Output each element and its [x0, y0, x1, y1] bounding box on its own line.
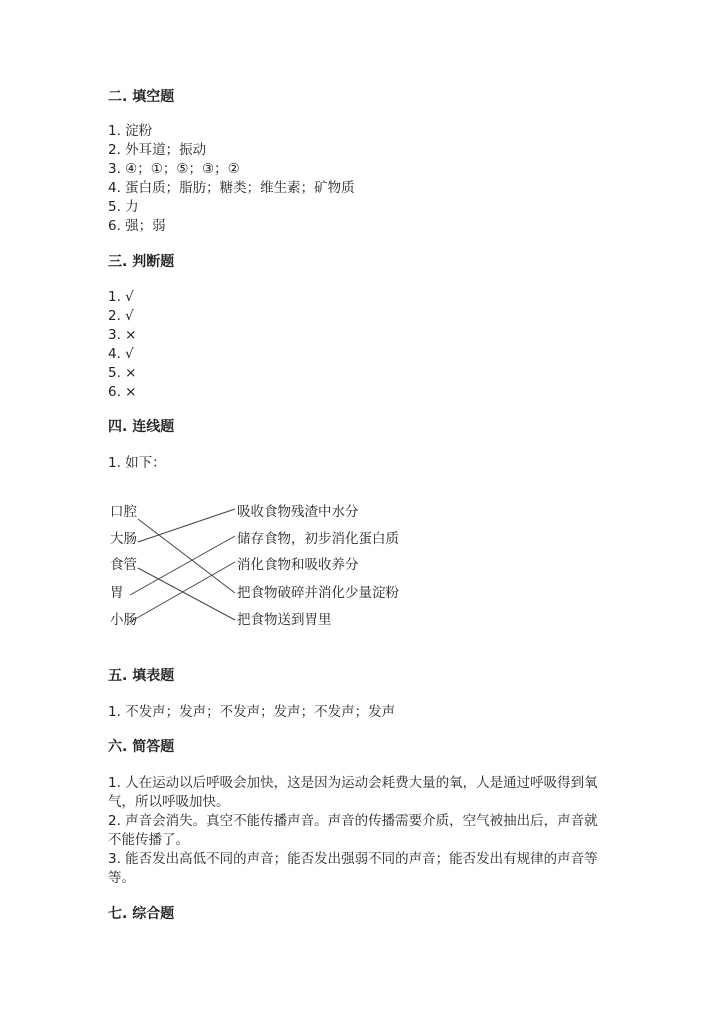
section-title-judge: 三. 判断题 — [108, 254, 175, 270]
function-label: 储存食物，初步消化蛋白质 — [237, 531, 399, 547]
matching-line — [130, 536, 235, 595]
function-label: 把食物送到胃里 — [237, 612, 332, 628]
section-title-comprehensive: 七. 综合题 — [108, 906, 175, 922]
organ-label: 食管 — [110, 557, 137, 573]
answer-item: 2. 外耳道；振动 — [108, 142, 207, 158]
section-title-table-fill: 五. 填表题 — [108, 668, 175, 684]
section-title-fill-blank: 二. 填空题 — [108, 89, 175, 105]
organ-label: 小肠 — [110, 612, 137, 628]
answer-item: 1. 淀粉 — [108, 123, 153, 139]
answer-item: 4. 蛋白质；脂肪；糖类；维生素；矿物质 — [108, 180, 355, 196]
function-label: 消化食物和吸收养分 — [237, 557, 359, 573]
answer-item: 1. 不发声；发声；不发声；发声；不发声；发声 — [108, 704, 396, 720]
function-label: 吸收食物残渣中水分 — [237, 504, 359, 520]
organ-label: 口腔 — [110, 504, 137, 520]
matching-line — [130, 562, 235, 622]
answer-paragraph: 3. 能否发出高低不同的声音；能否发出强弱不同的声音；能否发出有规律的声音等等。 — [108, 851, 598, 886]
answer-item: 3. × — [108, 327, 137, 343]
section-title-matching: 四. 连线题 — [108, 419, 175, 435]
answer-item: 1. √ — [108, 289, 134, 305]
answer-item: 5. 力 — [108, 199, 139, 215]
answer-paragraph: 1. 人在运动以后呼吸会加快，这是因为运动会耗费大量的氧，人是通过呼吸得到氧气，所以呼吸加快。 — [108, 775, 598, 810]
organ-label: 大肠 — [110, 531, 137, 547]
answer-paragraph: 2. 声音会消失。真空不能传播声音。声音的传播需要介质，空气被抽出后，声音就不能传播了。 — [108, 813, 598, 848]
answer-item: 3. ④；①；⑤；③；② — [108, 161, 240, 177]
section-title-short-answer: 六. 简答题 — [108, 739, 175, 755]
matching-line — [138, 509, 235, 542]
answer-item: 4. √ — [108, 346, 134, 362]
answer-item: 5. × — [108, 365, 137, 381]
function-label: 把食物破碎并消化少量淀粉 — [237, 585, 399, 601]
answer-item: 6. × — [108, 384, 137, 400]
answer-item: 2. √ — [108, 308, 134, 324]
matching-line — [138, 568, 235, 620]
answer-item: 6. 强；弱 — [108, 218, 166, 234]
organ-label: 胃 — [110, 585, 124, 601]
matching-intro: 1. 如下： — [108, 455, 166, 471]
